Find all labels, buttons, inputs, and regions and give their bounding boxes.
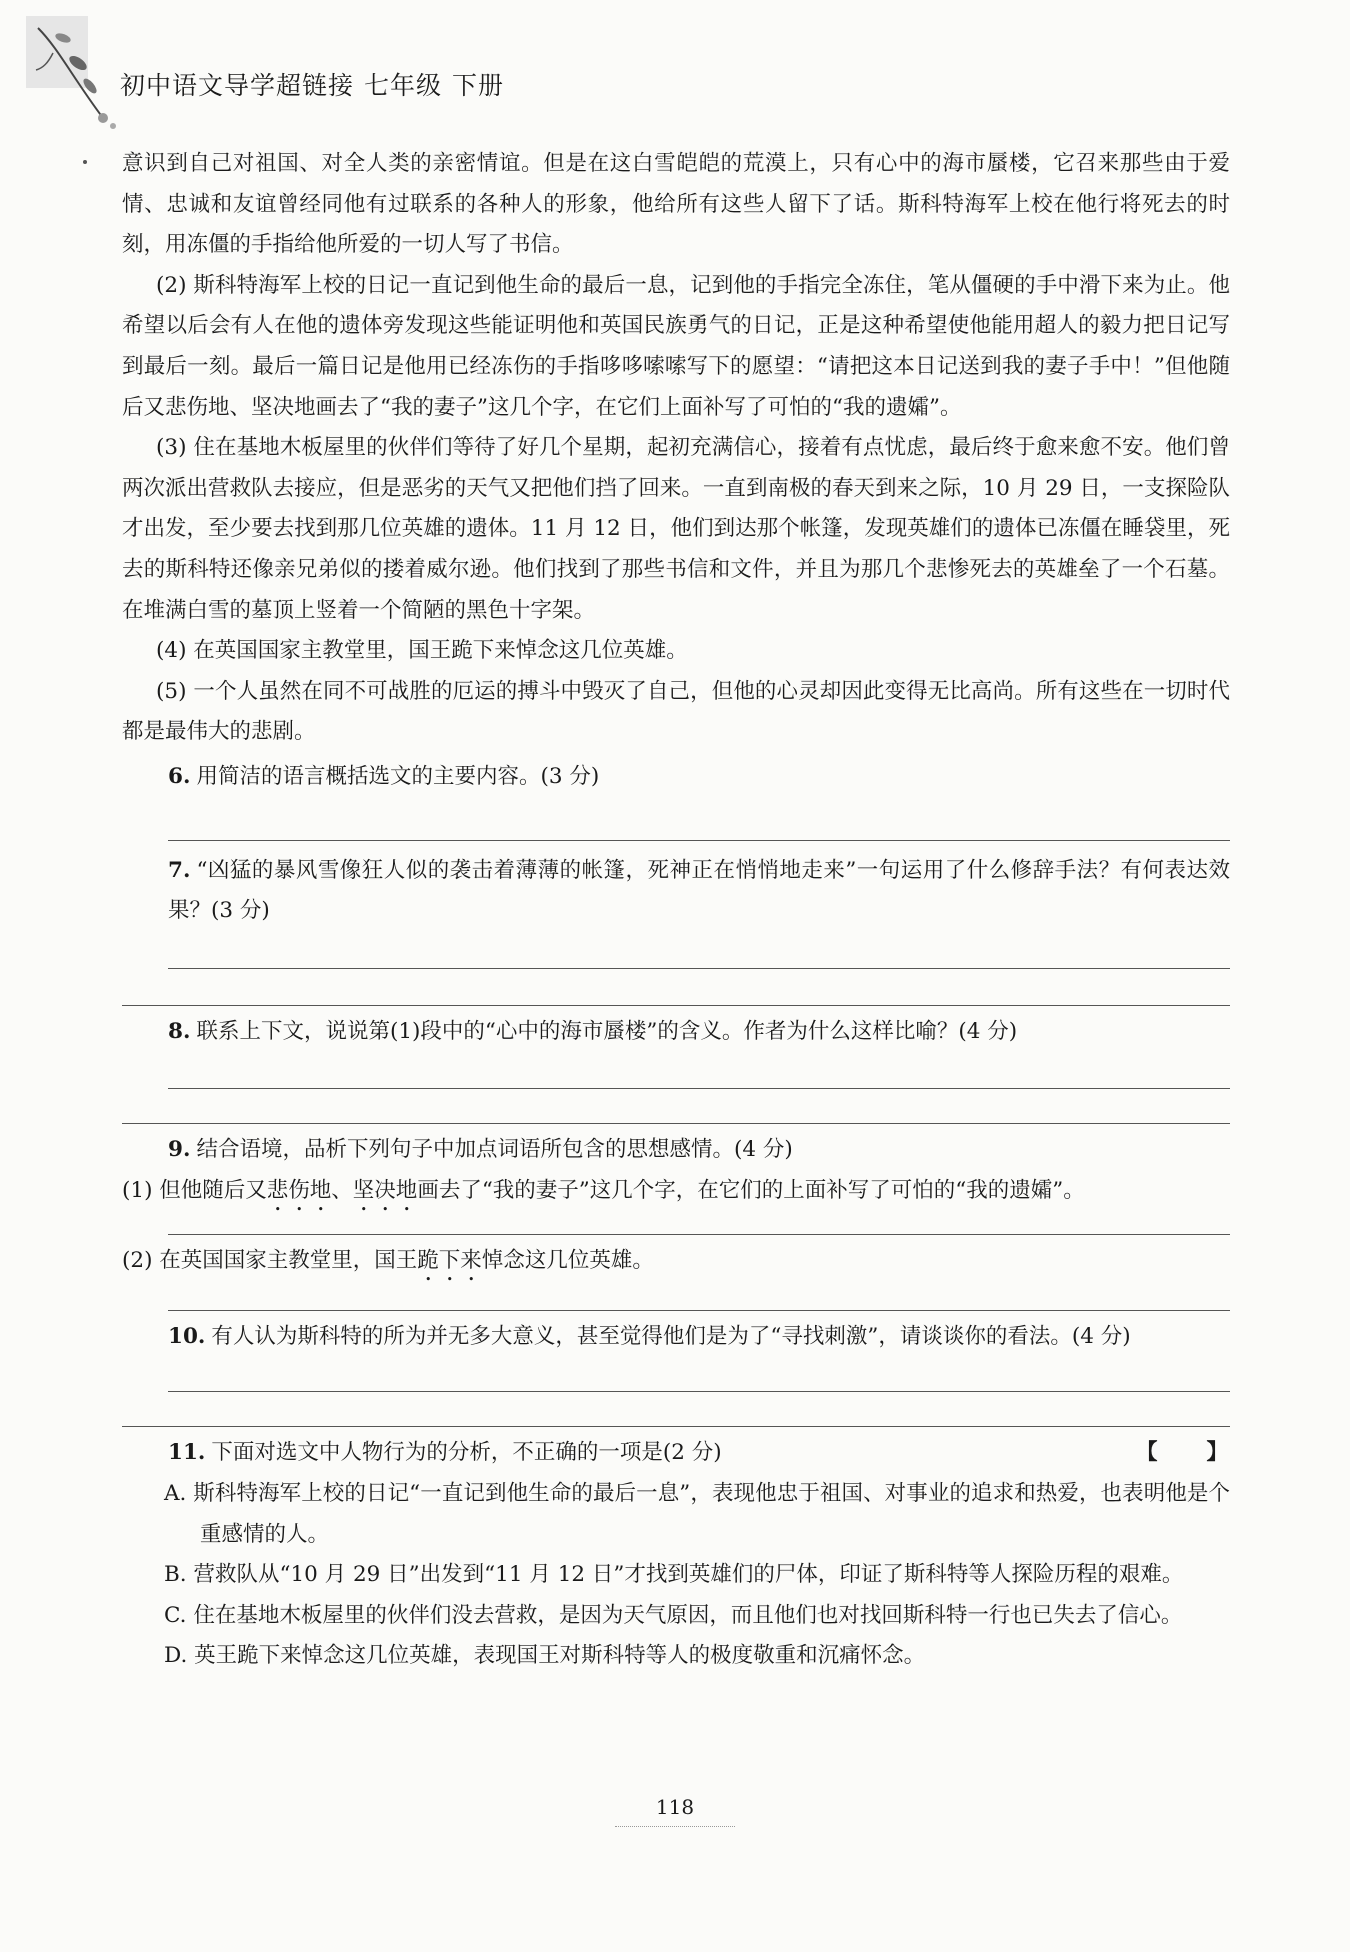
option-c: C. 住在基地木板屋里的伙伴们没去营救，是因为天气原因，而且他们也对找回斯科特一行也已失去了信心。 xyxy=(164,1602,1183,1628)
page-number: 118 xyxy=(655,1795,695,1819)
sentence-text: (1) 但他随后又 xyxy=(122,1177,267,1203)
question-number: 9. xyxy=(168,1137,191,1163)
question-7 xyxy=(122,851,1230,932)
question-9 xyxy=(122,1130,1230,1171)
grade-label: 七年级 xyxy=(364,71,443,100)
emphasized-words: 跪下来 xyxy=(417,1247,482,1273)
paragraph-1: 意识到自己对祖国、对全人类的亲密情谊。但是在这白雪皑皑的荒漠上，只有心中的海市蜃楼，它召来那些由于爱情、忠诚和友谊曾经同他有过联系的各种人的形象，他给所有这些人留下了话。斯科特海军上校在他行将死去的时刻，用冻僵的手指给他所爱的一切人写了书信。 xyxy=(122,151,1230,258)
question-text: “凶猛的暴风雪像狂人似的袭击着薄薄的帐篷，死神正在悄悄地走来”一句运用了什么修辞手法？有何表达效果？(3 分) xyxy=(168,857,1230,924)
answer-line[interactable] xyxy=(122,1426,1230,1427)
answer-line[interactable] xyxy=(168,1234,1230,1235)
answer-line[interactable] xyxy=(122,1123,1230,1124)
question-11 xyxy=(122,1433,1230,1474)
paragraph-4: (4) 在英国国家主教堂里，国王跪下来悼念这几位英雄。 xyxy=(156,638,688,664)
answer-bracket[interactable]: 【 】 xyxy=(1135,1440,1230,1466)
question-8 xyxy=(122,1012,1230,1053)
question-9-sentence-2 xyxy=(122,1241,1230,1286)
sentence-text: (2) 在英国国家主教堂里，国王 xyxy=(122,1247,418,1273)
question-text: 有人认为斯科特的所为并无多大意义，甚至觉得他们是为了“寻找刺激”，请谈谈你的看法。(4 分) xyxy=(211,1323,1131,1349)
question-number: 8. xyxy=(168,1018,191,1044)
page-number-underline xyxy=(615,1826,735,1827)
sentence-text: 画去了“我的妻子”这几个字，在它们的上面补写了可怕的“我的遗孀”。 xyxy=(417,1177,1085,1203)
margin-dot xyxy=(83,160,87,164)
question-10 xyxy=(122,1317,1230,1358)
answer-line[interactable] xyxy=(122,1005,1230,1006)
book-title: 初中语文导学超链接 xyxy=(120,71,355,100)
page-content xyxy=(122,144,1230,1677)
paragraph-5: (5) 一个人虽然在同不可战胜的厄运的搏斗中毁灭了自己，但他的心灵却因此变得无比高尚。所有这些在一切时代都是最伟大的悲剧。 xyxy=(122,678,1230,745)
question-number: 6. xyxy=(168,763,191,789)
page-header xyxy=(120,66,504,102)
question-text: 下面对选文中人物行为的分析，不正确的一项是(2 分) xyxy=(211,1440,722,1466)
sentence-text: 悼念这几位英雄。 xyxy=(481,1247,654,1273)
paragraph-2: (2) 斯科特海军上校的日记一直记到他生命的最后一息，记到他的手指完全冻住，笔从僵硬的手中滑下来为止。他希望以后会有人在他的遗体旁发现这些能证明他和英国民族勇气的日记，正是这种希望使他能用超人的毅力把日记写到最后一刻。最后一篇日记是他用已经冻伤的手指哆哆嗦嗦写下的愿望：“请把这本日记送到我的妻子手中！”但他随后又悲伤地、坚决地画去了“我的妻子”这几个字，在它们上面补写了可怕的“我的遗孀”。 xyxy=(122,272,1230,420)
question-number: 7. xyxy=(168,857,191,883)
question-6 xyxy=(122,757,1230,798)
volume-label: 下册 xyxy=(452,71,505,100)
question-9-sentence-1 xyxy=(122,1171,1230,1216)
paragraph-3: (3) 住在基地木板屋里的伙伴们等待了好几个星期，起初充满信心，接着有点忧虑，最后终于愈来愈不安。他们曾两次派出营救队去接应，但是恶劣的天气又把他们挡了回来。一直到南极的春天到来之际，10 月 29 日，一支探险队才出发，至少要去找到那几位英雄的遗体。11 月 12 日，他们到达那个帐篷，发现英雄们的遗体已冻僵在睡袋里，死去的斯科特还像亲兄弟似的搂着威尔逊。他们找到了那些书信和文件，并且为那几个悲惨死去的英雄垒了一个石墓。在堆满白雪的墓顶上竖着一个简陋的黑色十字架。 xyxy=(122,435,1230,623)
answer-line[interactable] xyxy=(168,840,1230,841)
answer-line[interactable] xyxy=(168,1310,1230,1311)
question-text: 结合语境，品析下列句子中加点词语所包含的思想感情。(4 分) xyxy=(196,1137,793,1163)
question-text: 联系上下文，说说第(1)段中的“心中的海市蜃楼”的含义。作者为什么这样比喻？(4 分) xyxy=(196,1018,1018,1044)
question-text: 用简洁的语言概括选文的主要内容。(3 分) xyxy=(196,763,600,789)
flower-branch-decoration xyxy=(18,8,128,158)
option-b: B. 营救队从“10 月 29 日”出发到“11 月 12 日”才找到英雄们的尸体，印证了斯科特等人探险历程的艰难。 xyxy=(164,1562,1184,1588)
option-d: D. 英王跪下来悼念这几位英雄，表现国王对斯科特等人的极度敬重和沉痛怀念。 xyxy=(164,1643,926,1669)
option-a: A. 斯科特海军上校的日记“一直记到他生命的最后一息”，表现他忠于祖国、对事业的追求和热爱，也表明他是个重感情的人。 xyxy=(164,1481,1230,1547)
question-number: 11. xyxy=(168,1440,206,1466)
question-number: 10. xyxy=(168,1323,206,1349)
emphasized-words: 悲伤地、坚决地 xyxy=(266,1177,418,1203)
